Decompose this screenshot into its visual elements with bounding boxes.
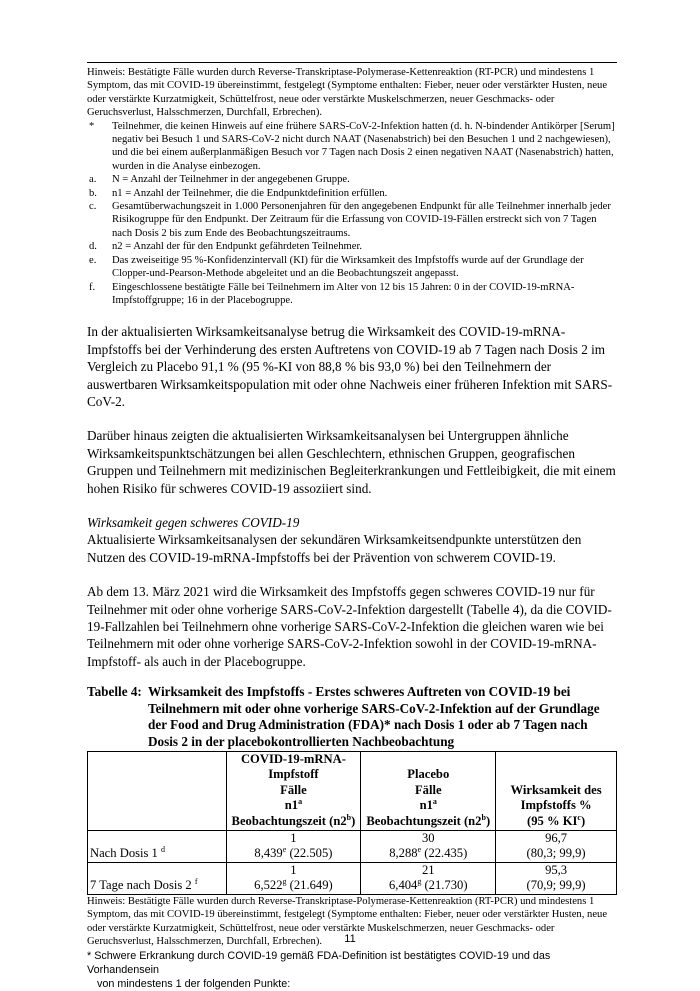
footnote-item (87, 173, 617, 186)
header-beob: Beobachtungszeit (n2$^b$) (366, 812, 491, 828)
page-number: 11 (344, 933, 356, 945)
table-row (88, 846, 617, 862)
footnote-marker: d. (89, 241, 97, 253)
row-label-top (88, 862, 227, 878)
vaccine-time: 8,439e (22.505) (226, 846, 361, 862)
row-label: Nach Dosis 1 $^d$ (88, 846, 227, 862)
header-placebo (361, 751, 496, 830)
footnote-text: Eingeschlossene bestätigte Fälle bei Teilnehmern im Alter von 12 bis 15 Jahren: 0 in der COVID-19-mRNA-Impfstoffgruppe; 16 in der Placebogruppe. (112, 281, 575, 306)
paragraph-updated-efficacy: In der aktualisierten Wirksamkeitsanalyse betrug die Wirksamkeit des COVID-19-mRNA-Impfstoffs bei der Verhinderung des ersten Auftretens von COVID-19 ab 7 Tagen nach Dosis 2 im Vergleich zu Placebo 91,1 % (95 %-KI von 88,8 % bis 93,0 %) bei den Teilnehmern der auswertbaren Wirksamkeitspopulation mit oder ohne Nachweis einer früheren Infektion mit SARS-CoV-2. (87, 324, 613, 409)
efficacy-ci: (70,9; 99,9) (496, 878, 617, 894)
footnote-item (87, 120, 617, 174)
footnote-text: Das zweiseitige 95 %-Konfidenzintervall (KI) für die Wirksamkeit des Impfstoffs wurde auf der Grundlage der Clopper-und-Pearson-Methode abgeleitet und an die Beobachtungszeit angepasst. (112, 254, 584, 280)
footnote-text: n2 = Anzahl der für den Endpunkt gefährdeten Teilnehmer. (112, 241, 363, 253)
efficacy-ci: (80,3; 99,9) (496, 846, 617, 862)
paragraph-secondary-endpoints: Aktualisierte Wirksamkeitsanalysen der sekundären Wirksamkeitsendpunkte unterstützen den Nutzen des COVID-19-mRNA-Impfstoffs bei der Prävention von schwerem COVID-19. (87, 532, 582, 565)
table-caption-text: Wirksamkeit des Impfstoffs - Erstes schweres Auftreten von COVID-19 bei Teilnehmern mit oder ohne vorherige SARS-CoV-2-Infektion auf der Grundlage der Food and Drug Administration (FDA)* nach Dosis 1 oder ab 7 Tagen nach Dosis 2 in der placebokontrollierten Nachbeobachtung (148, 684, 600, 749)
placebo-cases: 21 (361, 862, 496, 878)
vaccine-time: 6,522$^g$ (21.649) (226, 878, 361, 894)
severe-definition-line-1: * Schwere Erkrankung durch COVID-19 gemäß FDA-Definition ist bestätigtes COVID-19 und das Vorhandensein (87, 949, 551, 976)
vaccine-cases: 1 (226, 862, 361, 878)
table-row (88, 878, 617, 894)
header-faelle: Fälle (280, 782, 307, 797)
footnote-item (87, 281, 617, 308)
footnote-marker: b. (89, 187, 97, 199)
footnote-text: n1 = Anzahl der Teilnehmer, die die Endpunktdefinition erfüllen. (112, 187, 388, 199)
efficacy-value: 95,3 (496, 862, 617, 878)
header-faelle: Fälle (414, 782, 442, 797)
table-bottom-rule (87, 62, 617, 63)
efficacy-value: 96,7 (496, 830, 617, 846)
footnote-text: Gesamtüberwachungszeit in 1.000 Personenjahren für den angegebenen Endpunkt für alle Teilnehmer innerhalb jeder Risikogruppe für den Endpunkt. Der Zeitraum für die Erfassung von COVID-19-Fällen erstreckt sich von 7 Tagen nach Dosis 2 bis zum Ende des Beobachtungszeitraums. (112, 201, 611, 239)
table-header-row (88, 751, 617, 830)
document-page (87, 62, 617, 991)
footnote-marker: f. (89, 281, 96, 293)
paragraph-march-2021: Ab dem 13. März 2021 wird die Wirksamkeit des Impfstoffs gegen schweres COVID-19 nur für Teilnehmer mit oder ohne vorherige SARS-CoV-2-Infektion dargestellt (Tabelle 4), da die COVID-19-Fallzahlen bei Teilnehmern ohne vorherige SARS-CoV-2-Infektion die gleichen waren wie bei Teilnehmern mit oder ohne vorherige SARS-CoV-2-Infektion sowohl in der COVID-19-mRNA-Impfstoff- als auch in der Placebogruppe. (87, 584, 612, 669)
section-subheading: Wirksamkeit gegen schweres COVID-19 (87, 514, 300, 530)
placebo-time: 8,288e (22.435) (361, 846, 496, 862)
placebo-cases: 30 (361, 830, 496, 846)
footnote-item (87, 187, 617, 200)
table-caption (87, 684, 617, 750)
header-eff-1: Wirksamkeit des (510, 782, 602, 797)
header-vaccine-title-2: Impfstoff (268, 767, 319, 782)
severe-definition-line-2: von mindestens 1 der folgenden Punkte: (97, 977, 291, 990)
table-label: Tabelle 4: (87, 684, 142, 700)
table-row (88, 830, 617, 846)
vaccine-cases: 1 (226, 830, 361, 846)
efficacy-table (87, 751, 617, 895)
header-vaccine-title-1: COVID-19-mRNA- (240, 751, 346, 766)
footnote-marker: * (89, 120, 95, 132)
header-eff-3: (95 % $KI^c$) (527, 812, 586, 828)
footnote-list (87, 120, 617, 308)
header-eff-2: Impfstoffs % (520, 798, 592, 813)
header-n1: n1$^a$ (284, 797, 303, 813)
footnote-marker: a. (89, 174, 97, 186)
footnote-marker: c. (89, 201, 97, 213)
header-empty-cell (88, 751, 227, 830)
placebo-time: 6,404$^g$ (21.730) (361, 878, 496, 894)
footnote-item (87, 200, 617, 240)
header-beob: Beobachtungszeit (n2$^b$) (231, 812, 356, 828)
row-label-top (88, 830, 227, 846)
header-vaccine (226, 751, 361, 830)
header-efficacy (496, 751, 617, 830)
footnote-item (87, 240, 617, 253)
header-n1: n1$^a$ (419, 797, 437, 813)
table3-hinweis: Hinweis: Bestätigte Fälle wurden durch Reverse-Transkriptase-Polymerase-Kettenreaktion (RT-PCR) und mindestens 1 Symptom, das mit COVID-19 übereinstimmt, festgelegt (Symptome enthalten: Fieber, neuer oder verstärkter Husten, neue oder verstärkte Kurzatmigkeit, Schüttelfrost, neue oder verstärkte Muskelschmerzen, neuer Geschmacks- oder Geruchsverlust, Halsschmerzen, Durchfall, Erbrechen). (87, 67, 608, 119)
table4-hinweis: Hinweis: Bestätigte Fälle wurden durch Reverse-Transkriptase-Polymerase-Kettenreaktion (RT-PCR) und mindestens 1 Symptom, das mit COVID-19 übereinstimmt, festgelegt (Symptome enthalten: Fieber, neuer oder verstärkter Husten, neue oder verstärkte Kurzatmigkeit, Schüttelfrost, neue oder verstärkte Muskelschmerzen, neuer Geschmacks- oder Geruchsverlust, Halsschmerzen, Durchfall, Erbrechen). (87, 895, 608, 948)
footnote-item (87, 254, 617, 281)
footnote-marker: e. (89, 254, 97, 266)
header-placebo-title: Placebo (407, 767, 450, 782)
footnote-text: Teilnehmer, die keinen Hinweis auf eine frühere SARS-CoV-2-Infektion hatten (d. h. N-bindender Antikörper [Serum] negativ bei Besuch 1 und SARS-CoV-2 nicht durch NAAT (Nasenabstrich) bei den Besuchen 1 und 2 nachgewiesen), und die bei einem außerplanmäßigen Besuch vor 7 Tagen nach Dosis 2 einen negativen NAAT (Nasenabstrich) hatten, wurden in die Analyse einbezogen. (112, 120, 615, 172)
paragraph-subgroups: Darüber hinaus zeigten die aktualisierten Wirksamkeitsanalysen bei Untergruppen ähnliche Wirksamkeitspunktschätzungen bei allen Geschlechtern, ethnischen Gruppen, geografischen Gruppen und Teilnehmern mit medizinischen Begleiterkrankungen und Fettleibigkeit, die mit einem hohen Risiko für schweres COVID-19 assoziiert sind. (87, 428, 616, 496)
table-row (88, 862, 617, 878)
row-label: 7 Tage nach Dosis 2 $^f$ (88, 878, 227, 894)
footnote-text: N = Anzahl der Teilnehmer in der angegebenen Gruppe. (112, 174, 350, 186)
